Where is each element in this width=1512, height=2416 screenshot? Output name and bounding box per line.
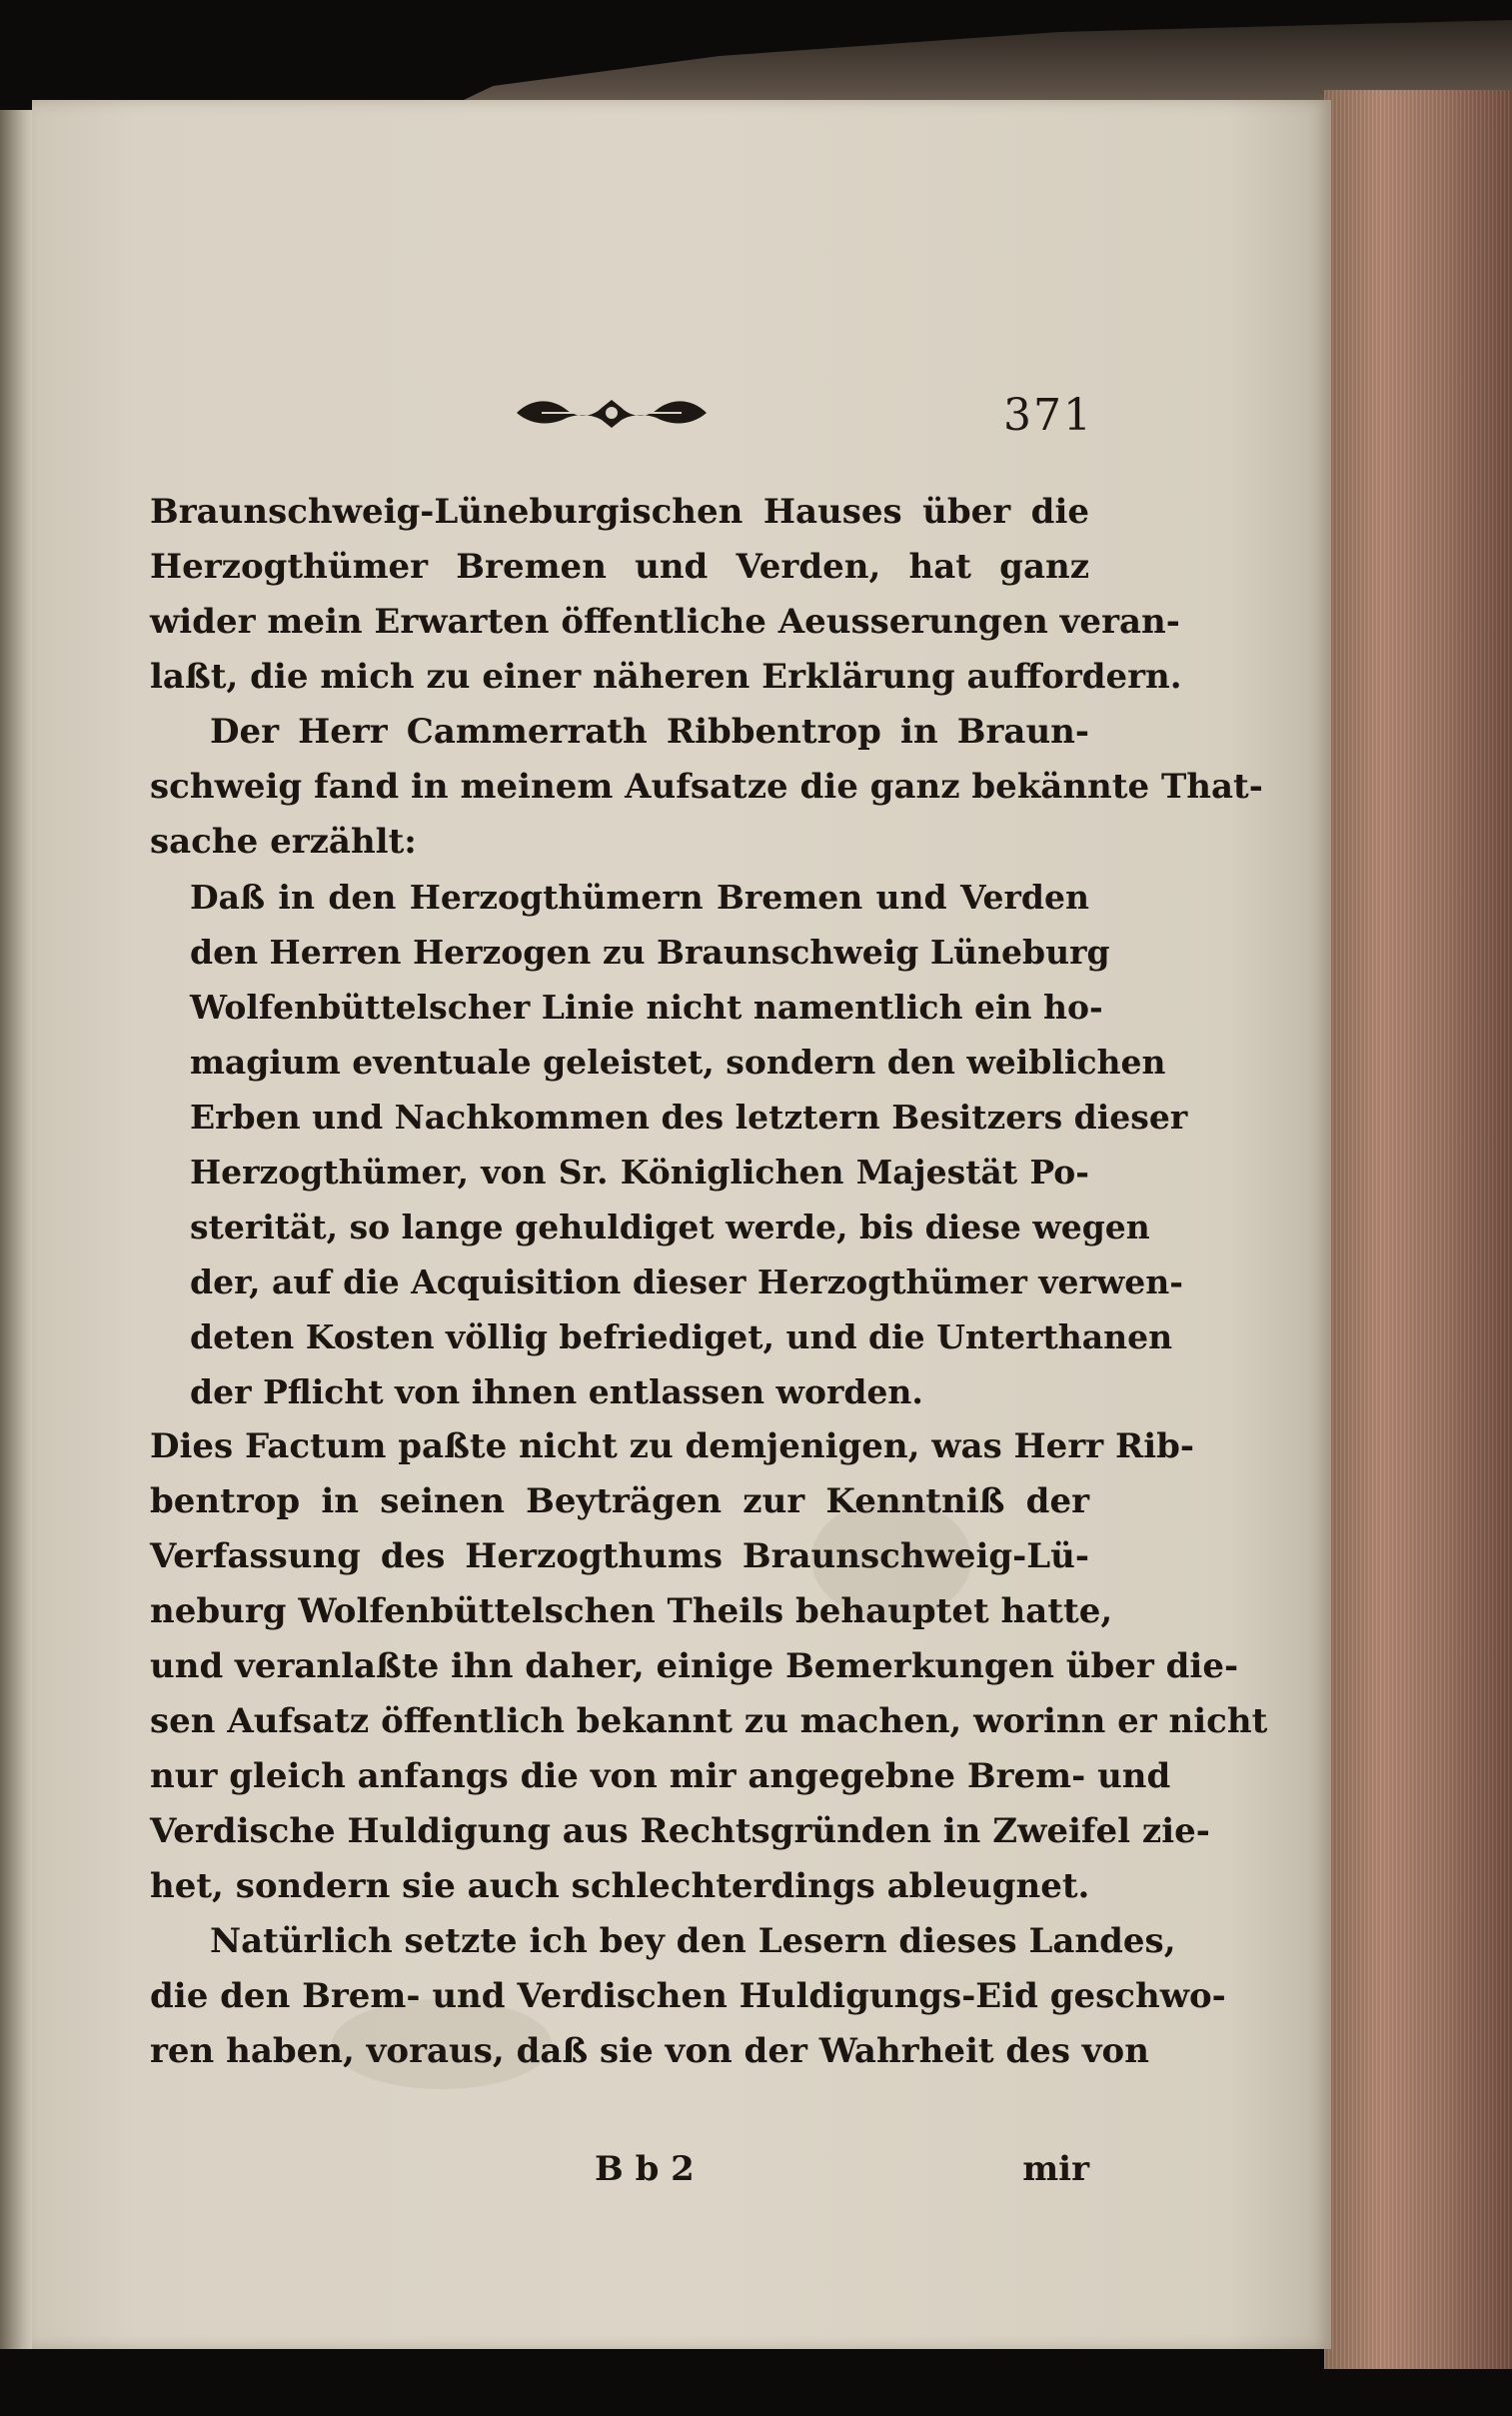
text-line: Verfassung des Herzogthums Braunschweig-Lü- [150, 1536, 1089, 1576]
text-line: het, sondern sie auch schlechterdings ableugnet. [150, 1866, 1090, 1906]
text-line: Der Herr Cammerrath Ribbentrop in Braun- [210, 712, 1089, 752]
text-line: Herzogthümer Bremen und Verden, hat ganz [150, 547, 1089, 587]
text-line: die den Brem- und Verdischen Huldigungs-Eid geschwo- [150, 1976, 1226, 2016]
quote-line: der, auf die Acquisition dieser Herzogthümer verwen- [190, 1262, 1183, 1301]
text-line: nur gleich anfangs die von mir angegebne Brem- und [150, 1756, 1171, 1796]
catchword: mir [1022, 2149, 1089, 2189]
quote-line: deten Kosten völlig befriediget, und die Unterthanen [190, 1317, 1173, 1356]
text-line: sache erzählt: [150, 822, 417, 862]
text-line: und veranlaßte ihn daher, einige Bemerkungen über die- [150, 1646, 1239, 1686]
paragraph [150, 1914, 1226, 2079]
block-quote [150, 870, 1188, 1419]
quote-line: Herzogthümer, von Sr. Königlichen Majestät Po- [190, 1153, 1089, 1192]
text-line: Verdische Huldigung aus Rechtsgründen in Zweifel zie- [150, 1811, 1210, 1851]
text-line: wider mein Erwarten öffentliche Aeusserungen veran- [150, 602, 1180, 642]
text-line: schweig fand in meinem Aufsatze die ganz bekännte That- [150, 767, 1263, 807]
signature-mark: B b 2 [595, 2149, 695, 2189]
quote-line: den Herren Herzogen zu Braunschweig Lüneburg [190, 933, 1110, 972]
text-line: ren haben, voraus, daß sie von der Wahrheit des von [150, 2031, 1149, 2071]
quote-line: sterität, so lange gehuldiget werde, bis diese wegen [190, 1208, 1150, 1246]
quote-line: magium eventuale geleistet, sondern den weiblichen [190, 1043, 1166, 1082]
quote-line: Daß in den Herzogthümern Bremen und Verden [190, 878, 1089, 917]
text-line: Braunschweig-Lüneburgischen Hauses über die [150, 492, 1089, 532]
paragraph [150, 485, 1182, 705]
text-line: sen Aufsatz öffentlich bekannt zu machen, worinn er nicht [150, 1701, 1268, 1741]
text-line: Natürlich setzte ich bey den Lesern dieses Landes, [210, 1921, 1176, 1961]
page-text [150, 485, 1268, 2079]
paragraph [150, 705, 1263, 870]
text-line: laßt, die mich zu einer näheren Erklärung auffordern. [150, 657, 1182, 697]
previous-page-edge [0, 110, 32, 2349]
page-footer [150, 2149, 1089, 2209]
quote-line: der Pflicht von ihnen entlassen worden. [190, 1372, 923, 1411]
page-number: 371 [1003, 390, 1093, 441]
page-stack-edge [1324, 90, 1512, 2369]
paragraph [150, 1419, 1268, 1914]
text-line: neburg Wolfenbüttelschen Theils behauptet hatte, [150, 1591, 1113, 1631]
quote-line: Wolfenbüttelscher Linie nicht namentlich ein ho- [190, 988, 1103, 1027]
text-line: Dies Factum paßte nicht zu demjenigen, was Herr Rib- [150, 1426, 1195, 1466]
quote-line: Erben und Nachkommen des letztern Besitzers dieser [190, 1098, 1188, 1137]
text-line: bentrop in seinen Beyträgen zur Kenntniß der [150, 1481, 1089, 1521]
header-ornament-icon [512, 388, 712, 438]
book-page [32, 100, 1331, 2349]
